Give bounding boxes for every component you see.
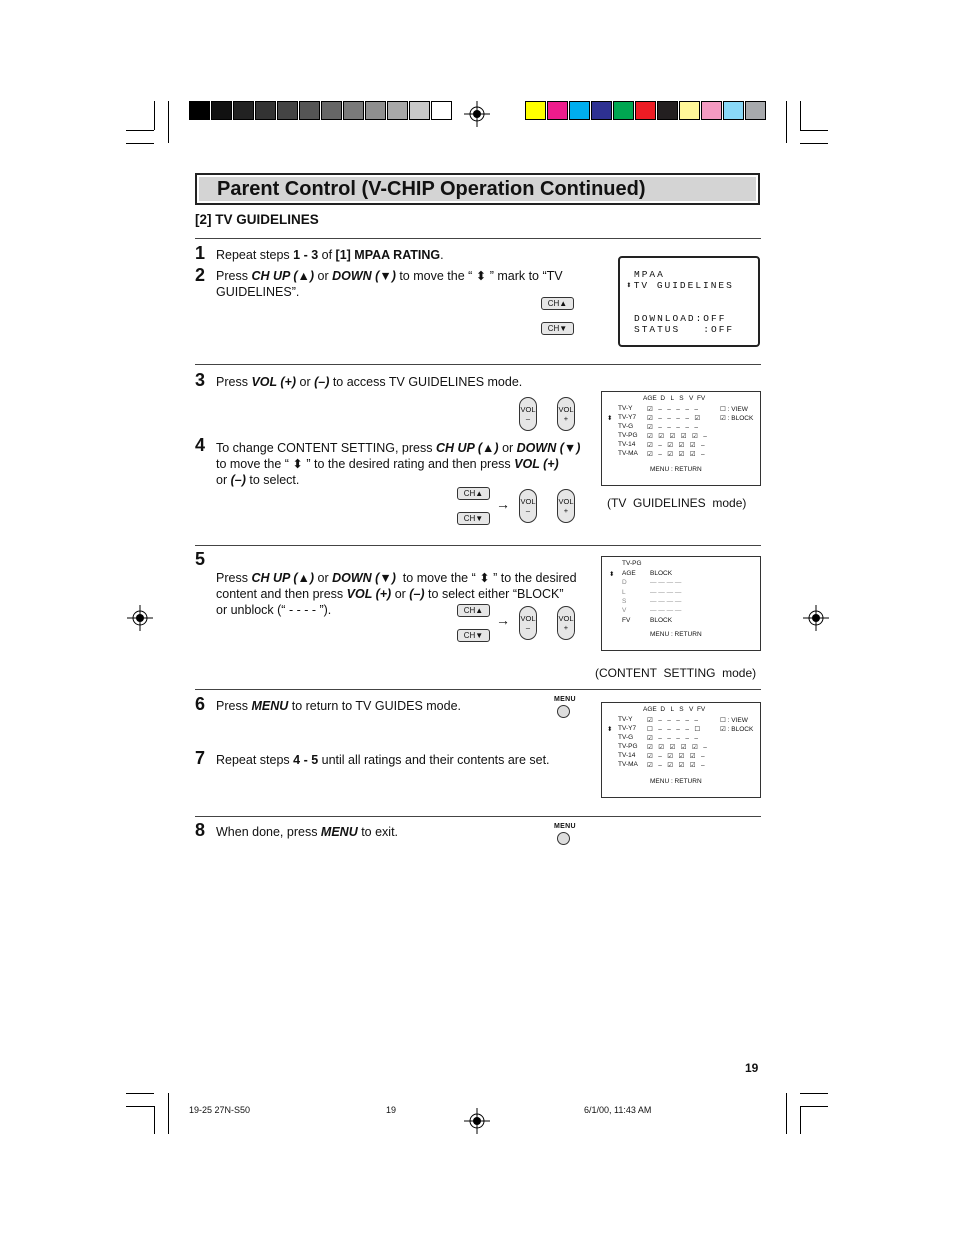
menu-return: MENU : RETURN — [650, 778, 702, 785]
color-swatch — [723, 101, 744, 120]
rating-label: TV-Y — [618, 405, 633, 412]
step-2-text: Press CH UP (▲) or DOWN (▼) to move the “ ⬍ ” mark to “TV GUIDELINES”. — [216, 269, 563, 299]
screen-line: MPAA — [634, 269, 665, 280]
step-4-text: To change CONTENT SETTING, press CH UP (▲) or DOWN (▼) to move the “ ⬍ ” to the desired rating and then press VOL (+) or (–) to select. — [216, 441, 581, 487]
menu-button-icon — [557, 705, 570, 718]
caption-tv-guidelines: (TV GUIDELINES mode) — [607, 496, 747, 510]
color-swatch — [745, 101, 766, 120]
content-value: — — — — — [650, 607, 682, 615]
divider — [195, 545, 761, 546]
rating-marks: ☑ – – – – – — [647, 717, 698, 724]
page-title: Parent Control (V-CHIP Operation Continued) — [217, 178, 646, 200]
rating-marks: ☑ – – – – – — [647, 406, 698, 413]
color-swatch — [255, 101, 276, 120]
vol-plus-button-icon: VOL + — [557, 489, 575, 523]
step-6-text: Press MENU to return to TV GUIDES mode. — [216, 699, 462, 713]
ch-down-button-icon: CH▼ — [457, 512, 490, 525]
color-swatch — [277, 101, 298, 120]
ch-up-button-icon: CH▲ — [541, 297, 574, 310]
tv-guidelines-screen — [601, 391, 761, 486]
footer-center: 19 — [386, 1105, 397, 1115]
page-number: 19 — [745, 1061, 759, 1075]
step-number: 5 — [195, 549, 206, 569]
screen-line: ⬍TV GUIDELINES — [626, 280, 734, 291]
crop-mark — [126, 1106, 154, 1107]
crop-mark — [800, 1106, 801, 1134]
footer-left: 19-25 27N-S50 — [189, 1105, 251, 1115]
color-swatch — [365, 101, 386, 120]
rating-marks: ☑ – – – – ☑ — [647, 415, 701, 422]
color-swatch — [613, 101, 634, 120]
step-number: 2 — [195, 265, 206, 285]
crop-mark — [800, 130, 828, 131]
color-bar — [525, 101, 767, 120]
pointer-icon: ⬍ — [607, 415, 613, 422]
crop-mark — [786, 1093, 787, 1134]
rating-label: TV-14 — [618, 441, 636, 448]
color-swatch — [321, 101, 342, 120]
ch-up-button-icon: CH▲ — [457, 487, 490, 500]
color-swatch — [233, 101, 254, 120]
divider — [195, 238, 761, 239]
crop-mark — [800, 1093, 828, 1094]
rating-marks: ☑ ☑ ☑ ☑ ☑ – — [647, 744, 707, 751]
crop-mark — [800, 143, 828, 144]
rating-marks: ☑ – ☑ ☑ ☑ – — [647, 762, 705, 769]
pointer-icon: ⬍ — [609, 571, 615, 578]
step-number: 4 — [195, 435, 206, 455]
rating-title: TV-PG — [622, 560, 642, 567]
menu-button-icon — [557, 832, 570, 845]
vol-minus-button-icon: VOL – — [519, 397, 537, 431]
registration-mark-icon — [803, 605, 829, 631]
ch-up-button-icon: CH▲ — [457, 604, 490, 617]
crop-mark — [786, 101, 787, 143]
content-label: D — [622, 579, 627, 587]
legend-block: ☑ : BLOCK — [720, 415, 754, 422]
rating-marks: ☑ – ☑ ☑ ☑ – — [647, 451, 705, 458]
content-label: AGE — [622, 570, 636, 577]
vol-plus-button-icon: VOL + — [557, 397, 575, 431]
content-setting-screen — [601, 556, 761, 651]
content-value: BLOCK — [650, 570, 673, 577]
registration-mark-icon — [464, 1108, 490, 1134]
step-5-text: Press CH UP (▲) or DOWN (▼) to move the “ ⬍ ” to the desired content and then press VOL (+) or (–) to select either “BLOCK” or unblock (“ - - - - ”). — [216, 571, 577, 617]
content-value: — — — — — [650, 579, 682, 587]
rating-marks: ☑ – ☑ ☑ ☑ – — [647, 753, 705, 760]
color-swatch — [409, 101, 430, 120]
crop-mark — [126, 143, 154, 144]
rating-label: TV-Y7 — [618, 414, 637, 421]
menu-return: MENU : RETURN — [650, 466, 702, 473]
registration-mark-icon — [127, 605, 153, 631]
step-number: 6 — [195, 694, 206, 714]
crop-mark — [154, 1106, 155, 1134]
color-swatch — [591, 101, 612, 120]
rating-label: TV-PG — [618, 743, 638, 750]
color-swatch — [701, 101, 722, 120]
rating-label: TV-PG — [618, 432, 638, 439]
crop-mark — [800, 101, 801, 130]
rating-label: TV-MA — [618, 450, 638, 457]
divider — [195, 816, 761, 817]
ch-down-button-icon: CH▼ — [541, 322, 574, 335]
screen-line: STATUS :OFF — [634, 324, 735, 335]
content-value: — — — — — [650, 597, 682, 605]
content-value: BLOCK — [650, 616, 673, 624]
grayscale-bar — [189, 101, 453, 120]
rating-label: TV-Y7 — [618, 725, 637, 732]
content-label: S — [622, 597, 627, 605]
divider — [195, 689, 761, 690]
crop-mark — [154, 101, 155, 130]
rating-marks: ☑ – – – – – — [647, 424, 698, 431]
title-box — [195, 173, 760, 205]
rating-label: TV-Y — [618, 716, 633, 723]
step-1-text: Repeat steps 1 - 3 of [1] MPAA RATING. — [216, 248, 444, 262]
rating-marks: ☑ ☑ ☑ ☑ ☑ – — [647, 433, 707, 440]
grid-header: AGE D L S V FV — [643, 706, 706, 713]
rating-marks: ☐ – – – – ☐ — [647, 726, 701, 733]
mpaa-menu-screen — [618, 256, 760, 347]
color-swatch — [525, 101, 546, 120]
tv-guidelines-screen-updated — [601, 702, 761, 798]
registration-mark-icon — [464, 101, 490, 127]
color-swatch — [679, 101, 700, 120]
menu-return: MENU : RETURN — [650, 631, 702, 638]
crop-mark — [126, 130, 154, 131]
step-number: 8 — [195, 820, 206, 840]
rating-label: TV-14 — [618, 752, 636, 759]
rating-marks: ☑ – ☑ ☑ ☑ – — [647, 442, 705, 449]
crop-mark — [168, 1093, 169, 1134]
divider — [195, 364, 761, 365]
color-swatch — [657, 101, 678, 120]
pointer-icon: ⬍ — [607, 726, 613, 733]
color-swatch — [635, 101, 656, 120]
color-swatch — [387, 101, 408, 120]
step-number: 7 — [195, 748, 206, 768]
step-8-text: When done, press MENU to exit. — [216, 825, 399, 839]
legend-view: ☐ : VIEW — [720, 717, 748, 724]
grid-header: AGE D L S V FV — [643, 395, 706, 402]
step-7-text: Repeat steps 4 - 5 until all ratings and their contents are set. — [216, 753, 550, 767]
legend-view: ☐ : VIEW — [720, 406, 748, 413]
rating-label: TV-MA — [618, 761, 638, 768]
color-swatch — [189, 101, 210, 120]
vol-plus-button-icon: VOL + — [557, 606, 575, 640]
rating-label: TV-G — [618, 423, 634, 430]
rating-marks: ☑ – – – – – — [647, 735, 698, 742]
screen-line: DOWNLOAD:OFF — [634, 313, 727, 324]
crop-mark — [126, 1093, 154, 1094]
menu-button-label: MENU — [554, 823, 576, 830]
color-swatch — [431, 101, 452, 120]
section-heading: [2] TV GUIDELINES — [195, 212, 319, 227]
ch-down-button-icon: CH▼ — [457, 629, 490, 642]
arrow-right-icon: → — [496, 612, 510, 628]
color-swatch — [343, 101, 364, 120]
content-value: — — — — — [650, 588, 682, 596]
caption-content-setting: (CONTENT SETTING mode) — [595, 666, 757, 680]
step-number: 3 — [195, 370, 206, 390]
crop-mark — [168, 101, 169, 143]
crop-mark — [800, 1106, 828, 1107]
content-label: FV — [622, 616, 631, 624]
arrow-right-icon: → — [496, 496, 510, 512]
step-3-text: Press VOL (+) or (–) to access TV GUIDELINES mode. — [216, 375, 523, 389]
vol-minus-button-icon: VOL – — [519, 489, 537, 523]
footer-right: 6/1/00, 11:43 AM — [584, 1105, 652, 1115]
content-label: L — [622, 588, 626, 596]
color-swatch — [299, 101, 320, 120]
color-swatch — [211, 101, 232, 120]
rating-label: TV-G — [618, 734, 634, 741]
vol-minus-button-icon: VOL – — [519, 606, 537, 640]
color-swatch — [569, 101, 590, 120]
color-swatch — [547, 101, 568, 120]
content-label: V — [622, 607, 627, 615]
step-number: 1 — [195, 243, 206, 263]
legend-block: ☑ : BLOCK — [720, 726, 754, 733]
menu-button-label: MENU — [554, 696, 576, 703]
